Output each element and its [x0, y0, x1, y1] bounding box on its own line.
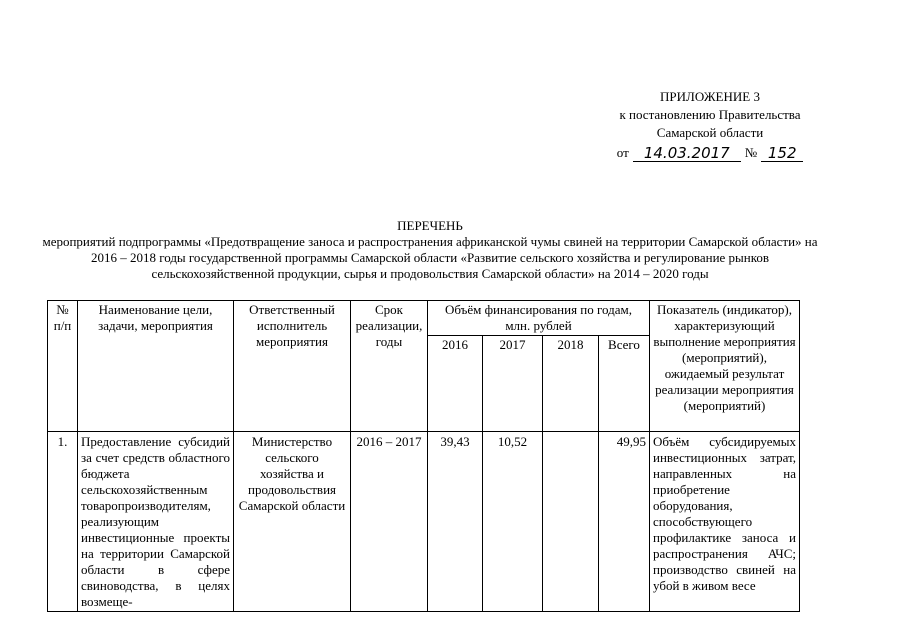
- header-2017: 2017: [483, 336, 543, 432]
- handwritten-date: 14.03.2017: [633, 145, 741, 162]
- row-responsible: Министерство сельского хозяйства и продовольствия Самарской области: [234, 432, 351, 612]
- header-name: Наименование цели, задачи, мероприятия: [78, 301, 234, 432]
- header-num: № п/п: [48, 301, 78, 432]
- row-total: 49,95: [599, 432, 650, 612]
- document-title-block: [30, 218, 830, 282]
- appendix-title: ПРИЛОЖЕНИЕ 3: [660, 89, 760, 104]
- appendix-block: [590, 88, 830, 162]
- row-2017: 10,52: [483, 432, 543, 612]
- document-heading: ПЕРЕЧЕНЬ: [397, 218, 463, 233]
- row-name: Предоставление субсидий за счет средств областного бюджета сельскохозяйственным товаропроизводителям, реализующим инвестиционные проекты на территории Самарской области в сфере свиноводства, в целях возмеще-: [78, 432, 234, 612]
- date-prefix: от: [616, 145, 629, 160]
- header-2018: 2018: [543, 336, 599, 432]
- header-total: Всего: [599, 336, 650, 432]
- header-2016: 2016: [428, 336, 483, 432]
- handwritten-number: 152: [761, 145, 803, 162]
- row-2016: 39,43: [428, 432, 483, 612]
- table-row: [48, 432, 800, 612]
- header-term: Срок реализации, годы: [351, 301, 428, 432]
- header-financing: Объём финансирования по годам, млн. рублей: [428, 301, 650, 336]
- number-prefix: №: [744, 145, 758, 160]
- appendix-resolution: к постановлению Правительства: [619, 107, 801, 122]
- document-subtitle: мероприятий подпрограммы «Предотвращение заноса и распространения африканской чумы свиней на территории Самарской области» на 2016 – 2018 годы государственной программы Самарской области «Развитие сельского хозяйства и регулирование рынков сельскохозяйственной продукции, сырья и продовольствия Самарской области» на 2014 – 2020 годы: [42, 234, 818, 281]
- appendix-date-line: [590, 144, 830, 162]
- row-2018: [543, 432, 599, 612]
- measures-table: [47, 300, 800, 612]
- row-term: 2016 – 2017: [351, 432, 428, 612]
- appendix-region: Самарской области: [656, 125, 764, 140]
- row-indicator: Объём субсидируемых инвестиционных затрат, направленных на приобретение оборудования, способствующего профилактике заноса и распространения АЧС; производство свиней на убой в живом весе: [650, 432, 800, 612]
- row-num: 1.: [48, 432, 78, 612]
- header-responsible: Ответственный исполнитель мероприятия: [234, 301, 351, 432]
- header-indicator: Показатель (индикатор), характеризующий выполнение мероприятия (мероприятий), ожидаемый результат реализации мероприятия (мероприятий): [650, 301, 800, 432]
